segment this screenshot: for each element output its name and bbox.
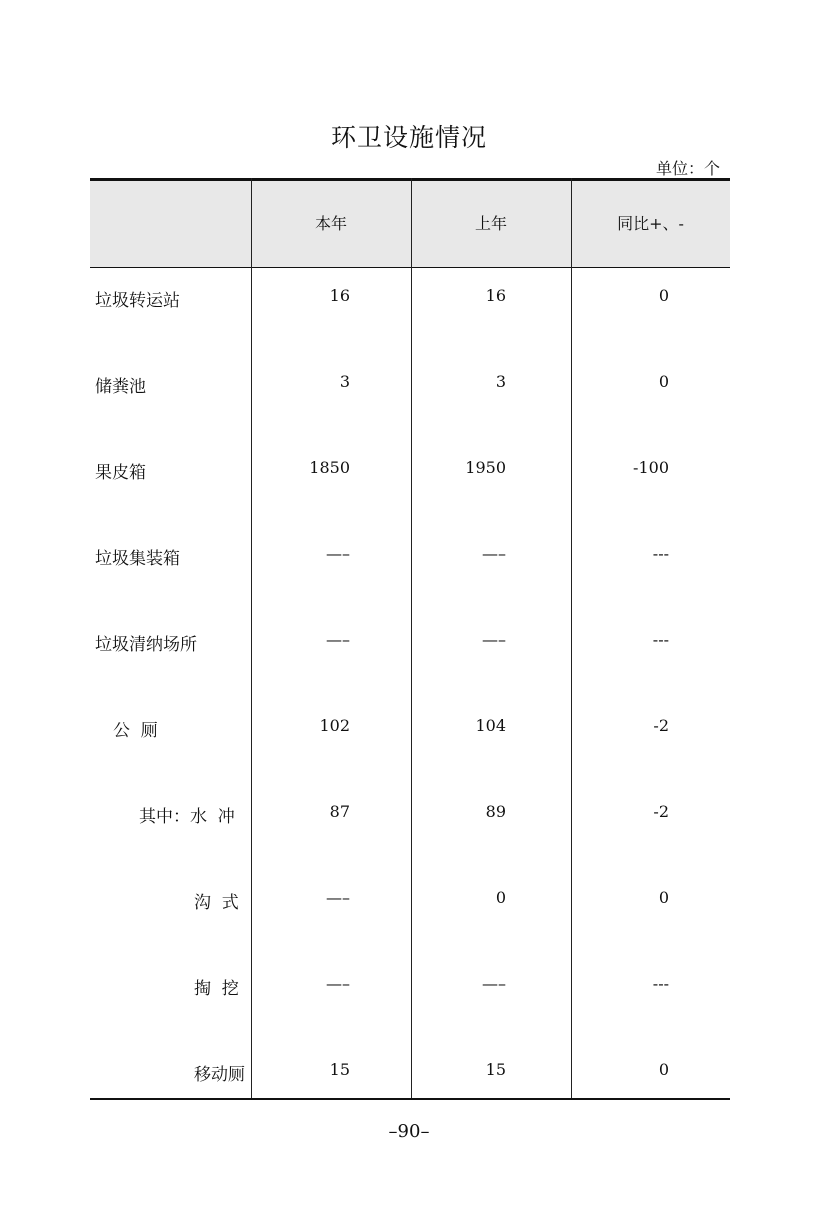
unit-label: 单位：个 bbox=[655, 159, 720, 178]
table-row bbox=[90, 784, 730, 870]
cell-this-year: —– bbox=[326, 630, 350, 649]
cell-this-year: 1850 bbox=[309, 458, 350, 477]
row-label: 掏 挖 bbox=[194, 979, 239, 999]
page-number: –90– bbox=[388, 1121, 430, 1142]
header-last-year: 上年 bbox=[474, 214, 507, 233]
row-label: 沟 式 bbox=[194, 893, 239, 913]
page-title: 环卫设施情况 bbox=[330, 123, 487, 152]
cell-change: -2 bbox=[653, 716, 669, 735]
cell-last-year: 16 bbox=[485, 286, 506, 305]
cell-this-year: 16 bbox=[329, 286, 350, 305]
table-row bbox=[90, 440, 730, 526]
row-label: 储粪池 bbox=[95, 377, 146, 397]
cell-last-year: —– bbox=[482, 544, 506, 563]
cell-change: -100 bbox=[633, 458, 669, 477]
table-row bbox=[90, 612, 730, 698]
row-label: 垃圾清纳场所 bbox=[95, 635, 197, 655]
table-row bbox=[90, 870, 730, 956]
cell-last-year: 15 bbox=[485, 1060, 506, 1079]
cell-this-year: —– bbox=[326, 544, 350, 563]
bottom-rule bbox=[90, 1098, 730, 1100]
table-row bbox=[90, 1042, 730, 1128]
cell-this-year: 15 bbox=[329, 1060, 350, 1079]
cell-last-year: —– bbox=[482, 974, 506, 993]
table-row bbox=[90, 526, 730, 612]
cell-this-year: 3 bbox=[339, 372, 350, 391]
cell-last-year: 89 bbox=[485, 802, 506, 821]
sanitation-table bbox=[90, 178, 730, 1100]
table-row bbox=[90, 354, 730, 440]
row-label: 垃圾集装箱 bbox=[95, 549, 180, 569]
table-row bbox=[90, 268, 730, 354]
row-label: 垃圾转运站 bbox=[95, 291, 180, 311]
header-this-year: 本年 bbox=[314, 214, 347, 233]
table-row bbox=[90, 956, 730, 1042]
table-row bbox=[90, 698, 730, 784]
cell-change: --- bbox=[652, 630, 669, 649]
cell-last-year: 3 bbox=[495, 372, 506, 391]
cell-last-year: 0 bbox=[495, 888, 506, 907]
row-label: 果皮箱 bbox=[95, 463, 146, 483]
header-change: 同比+、- bbox=[617, 214, 684, 233]
cell-change: --- bbox=[652, 974, 669, 993]
cell-change: -2 bbox=[653, 802, 669, 821]
cell-change: 0 bbox=[658, 286, 669, 305]
cell-this-year: 87 bbox=[329, 802, 350, 821]
cell-this-year: —– bbox=[326, 888, 350, 907]
cell-change: 0 bbox=[658, 888, 669, 907]
row-label: 移动厕 bbox=[194, 1065, 245, 1085]
cell-change: 0 bbox=[658, 1060, 669, 1079]
cell-change: --- bbox=[652, 544, 669, 563]
cell-this-year: —– bbox=[326, 974, 350, 993]
cell-change: 0 bbox=[658, 372, 669, 391]
row-label: 公 厕 bbox=[113, 721, 158, 741]
cell-last-year: —– bbox=[482, 630, 506, 649]
row-label: 其中：水 冲 bbox=[139, 807, 235, 827]
cell-last-year: 104 bbox=[475, 716, 506, 735]
cell-this-year: 102 bbox=[319, 716, 350, 735]
cell-last-year: 1950 bbox=[465, 458, 506, 477]
